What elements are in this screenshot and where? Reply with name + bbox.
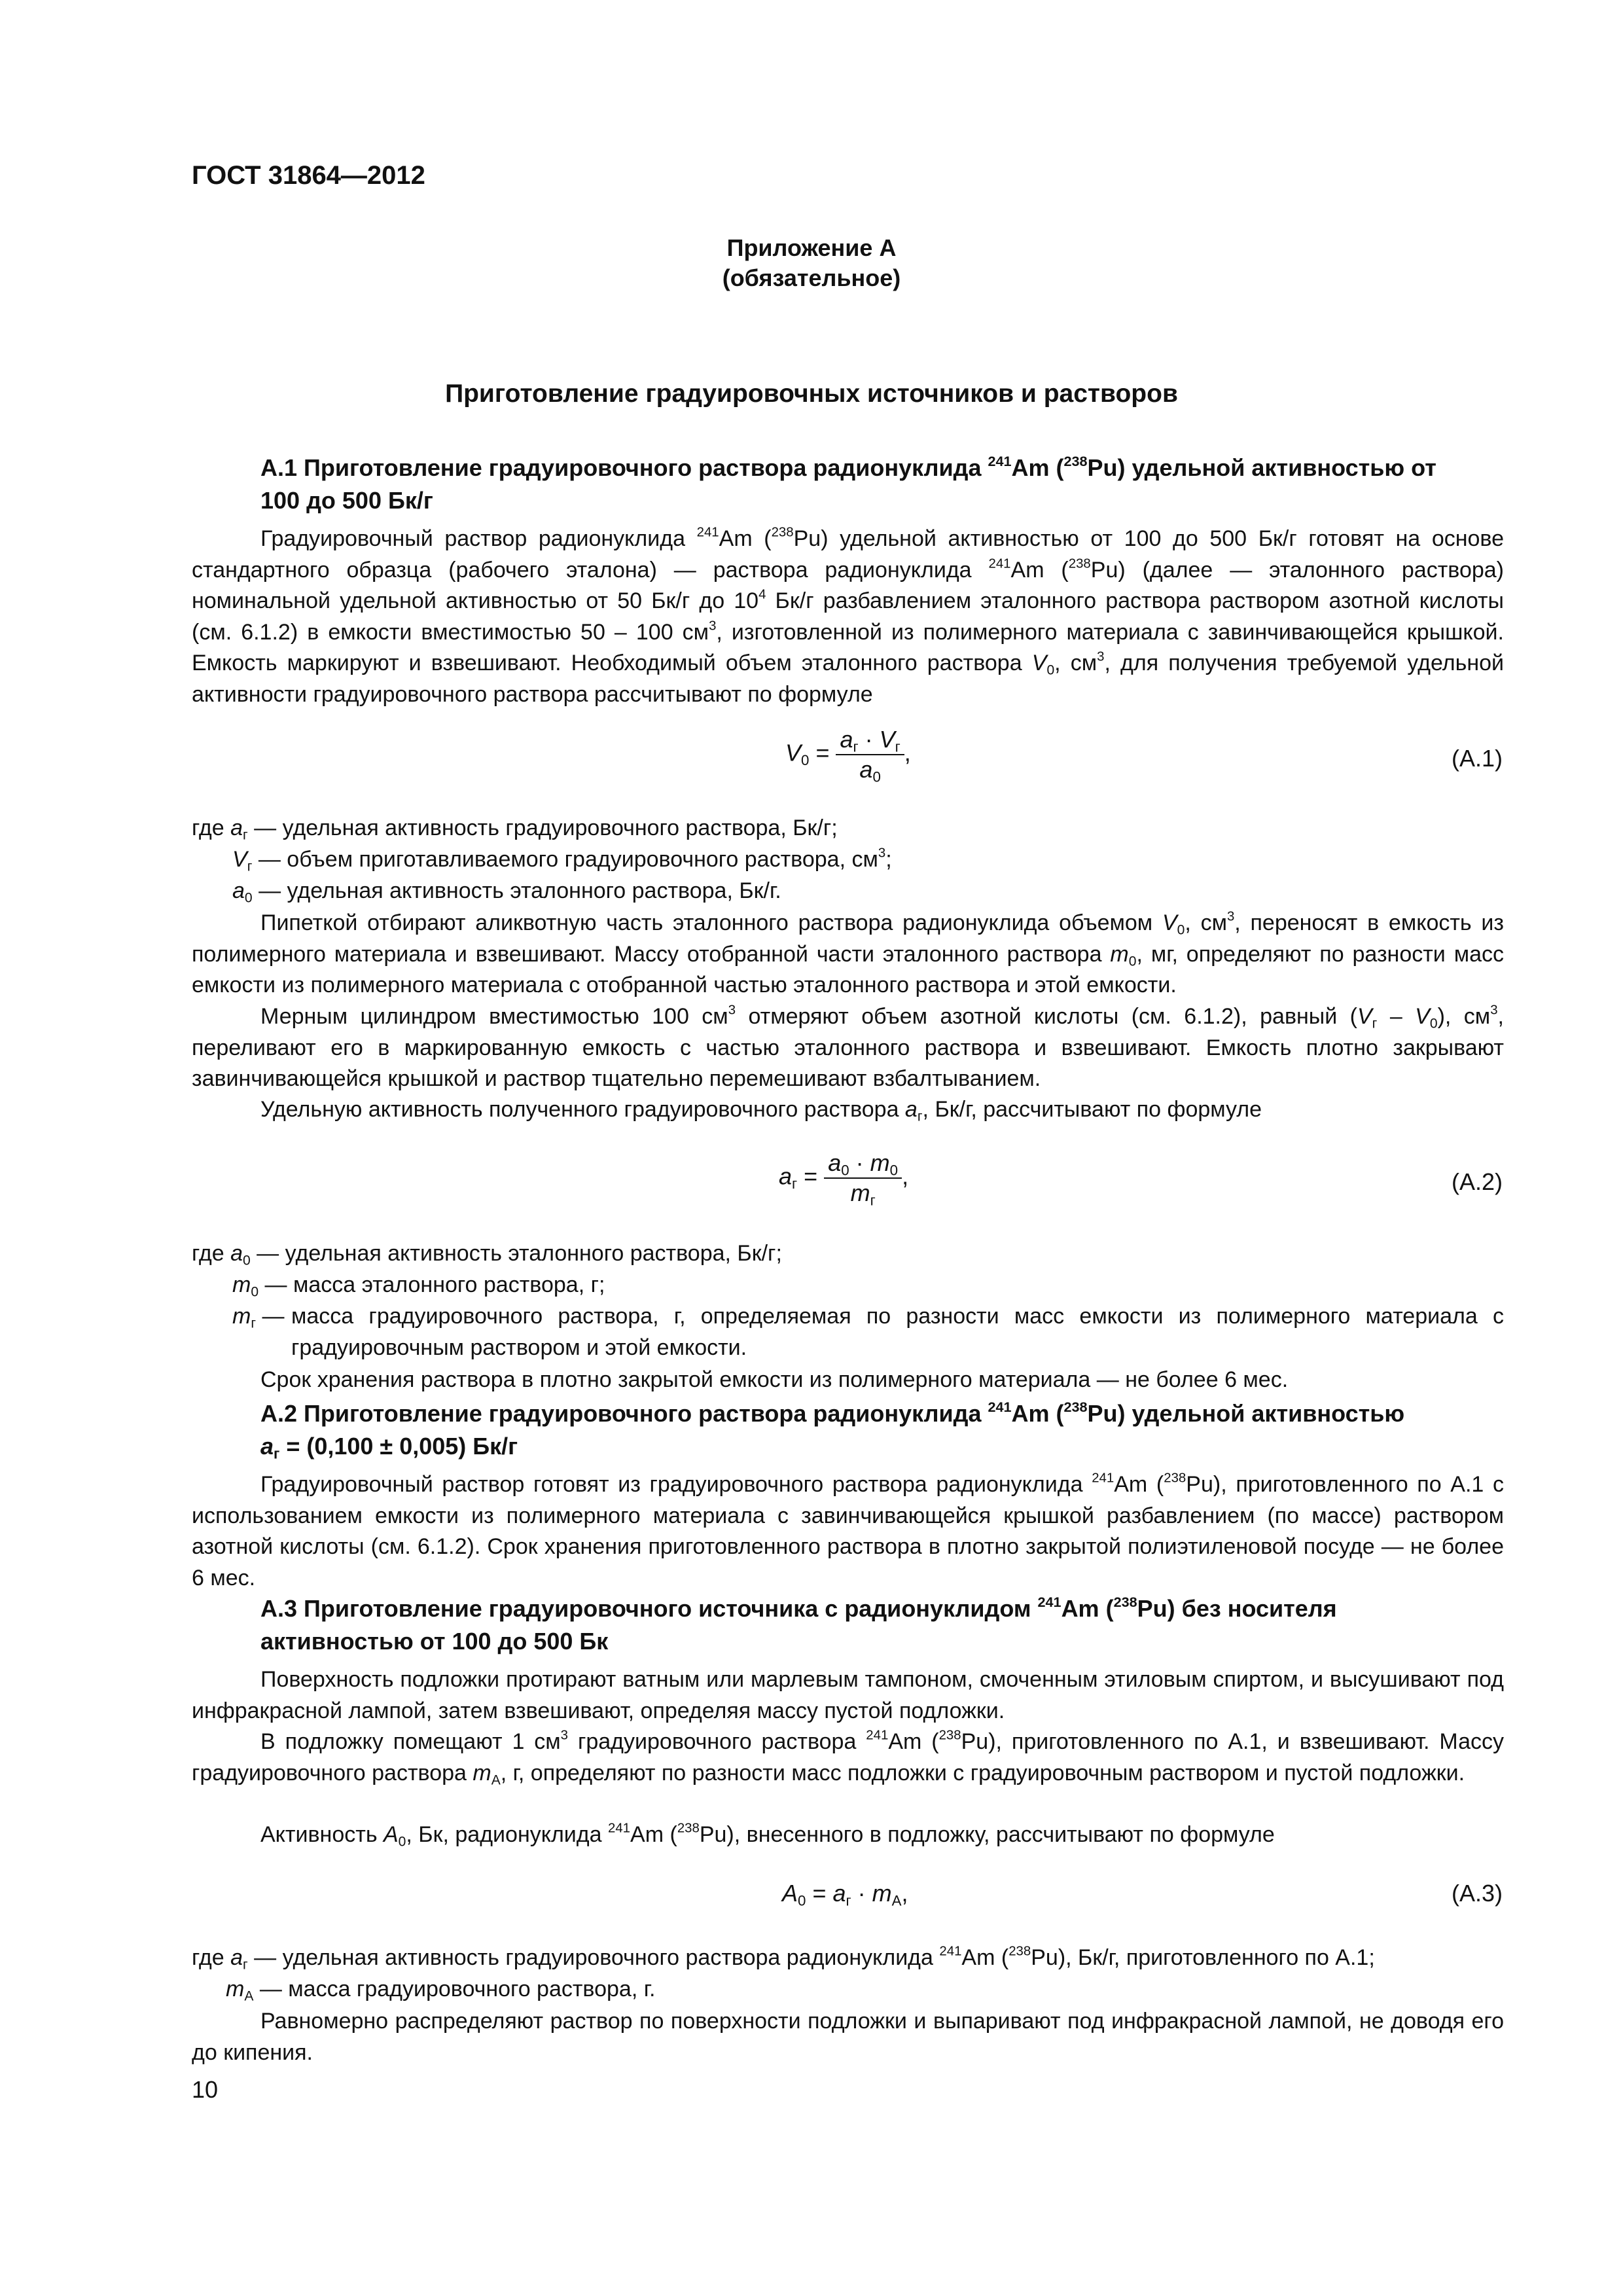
paragraph: Равномерно распределяют раствор по поверхности подложки и выпаривают под инфракрасной лампой, не доводя его до кипения.: [192, 2009, 1504, 2065]
paragraph: Градуировочный раствор радионуклида $^{241}$Am ($^{238}$Pu) удельной активностью от 100 до 500 Бк/г готовят на основе стандартного образца (рабочего эталона) — раствора радионуклида $^{241}$Am ($^{238}$Pu) (далее — эталонного раствора) номинальной удельной активностью от 50 Бк/г до $10^4$ Бк/г разбавлением эталонного раствора раствором азотной кислоты (см. 6.1.2) в емкости вместимостью 50 – 100 $см^3$, изготовленной из полимерного материала с завинчивающейся крышкой. Емкость маркируют и взвешивают. Необходимый объем эталонного раствора $V_0$, $см^3$, для получения требуемой удельной активности градуировочного раствора рассчитывают по формуле: [192, 525, 1505, 707]
formula-number: (А.2): [1452, 1168, 1503, 1195]
formula-number: (А.1): [1452, 745, 1503, 772]
where-line: $V_г$ — объем приготавливаемого градуировочного раствора, $см^3$;: [232, 846, 892, 874]
section-a3-heading: А.3 Приготовление градуировочного источника с радионуклидом $^{241}$Am ($^{238}$Pu) без носителя активностью от 100 до 500 Бк: [260, 1593, 1337, 1655]
paragraph: Градуировочный раствор готовят из градуировочного раствора радионуклида $^{241}$Am ($^{238}$Pu), приготовленного по А.1 с использованием емкости из полимерного материала с завинчивающейся крышкой разбавлением (по массе) раствором азотной кислоты (см. 6.1.2). Срок хранения приготовленного раствора в плотно закрытой полиэтиленовой посуде — не более 6 мес.: [192, 1471, 1504, 1590]
main-title: Приготовление градуировочных источников и растворов: [445, 380, 1178, 408]
paragraph: Активность $A_0$, Бк, радионуклида $^{241}$Am ($^{238}$Pu), внесенного в подложку, рассчитывают по формуле: [260, 1821, 1275, 1850]
paragraph: В подложку помещают 1 $см^3$ градуировочного раствора $^{241}$Am ($^{238}$Pu), приготовленного по А.1, и взвешивают. Массу градуировочного раствора $m_A$, г, определяют по разности масс подложки с градуировочным раствором и пустой подложки.: [192, 1728, 1504, 1787]
where-line: $m_г$ —: [232, 1304, 285, 1331]
where-line: $a_0$ — удельная активность эталонного раствора, Бк/г.: [232, 878, 781, 906]
where-line: $m_A$ — масса градуировочного раствора, г.: [226, 1977, 656, 2004]
formula-a3: $A_0 = a_г \cdot m_A$,: [782, 1880, 908, 1909]
paragraph: Срок хранения раствора в плотно закрытой емкости из полимерного материала — не более 6 мес.: [260, 1367, 1289, 1392]
paragraph: Пипеткой отбирают аликвотную часть эталонного раствора радионуклида объемом $V_0$, $см^3$, переносят в емкость из полимерного материала и взвешивают. Массу отобранной части эталонного раствора $m_0$, мг, определяют по разности масс емкости из полимерного материала с отобранной частью эталонного раствора и этой емкости.: [192, 909, 1504, 997]
formula-a2: $a_г$ = $\frac{a_0 \cdot m_0}{m_г}$ ,: [779, 1149, 909, 1209]
where-line: где $a_г$ — удельная активность градуировочного раствора радионуклида $^{241}$Am ($^{238}$Pu), Бк/г, приготовленного по А.1;: [192, 1944, 1375, 1973]
where-line: где $a_г$ — удельная активность градуировочного раствора, Бк/г;: [192, 816, 838, 843]
appendix-label: Приложение А: [726, 234, 897, 261]
where-line: где $a_0$ — удельная активность эталонного раствора, Бк/г;: [192, 1241, 782, 1268]
where-line-description: масса градуировочного раствора, г, определяемая по разности масс емкости из полимерного материала с градуировочным раствором и этой емкости.: [291, 1304, 1504, 1360]
section-a1-heading: А.1 Приготовление градуировочного раствора радионуклида $^{241}$Am ($^{238}$Pu) удельной активностью от 100 до 500 Бк/г: [260, 452, 1436, 514]
appendix-status: (обязательное): [722, 264, 901, 291]
where-line: $m_0$ — масса эталонного раствора, г;: [232, 1272, 605, 1300]
formula-number: (А.3): [1452, 1880, 1503, 1907]
paragraph: Мерным цилиндром вместимостью 100 $см^3$ отмеряют объем азотной кислоты (см. 6.1.2), равный $(V_г - V_0)$, $см^3$, переливают его в маркированную емкость с частью эталонного раствора и взвешивают. Емкость плотно закрывают завинчивающейся крышкой и раствор тщательно перемешивают взбалтыванием.: [192, 1003, 1504, 1091]
document-code: ГОСТ 31864—2012: [192, 161, 425, 190]
paragraph: Поверхность подложки протирают ватным или марлевым тампоном, смоченным этиловым спиртом, и высушивают под инфракрасной лампой, затем взвешивают, определяя массу пустой подложки.: [192, 1667, 1504, 1723]
section-a2-heading: А.2 Приготовление градуировочного раствора радионуклида $^{241}$Am ($^{238}$Pu) удельной активностью $a_г = (0,100 \pm 0,005)$ Бк/г: [260, 1398, 1405, 1462]
appendix-title: [0, 233, 1623, 293]
page-number: 10: [192, 2076, 219, 2103]
paragraph: Удельную активность полученного градуировочного раствора $a_г$, Бк/г, рассчитывают по формуле: [260, 1097, 1262, 1124]
formula-a1: $V_0$ = $\frac{a_г \cdot V_г}{a_0}$ ,: [785, 726, 911, 785]
